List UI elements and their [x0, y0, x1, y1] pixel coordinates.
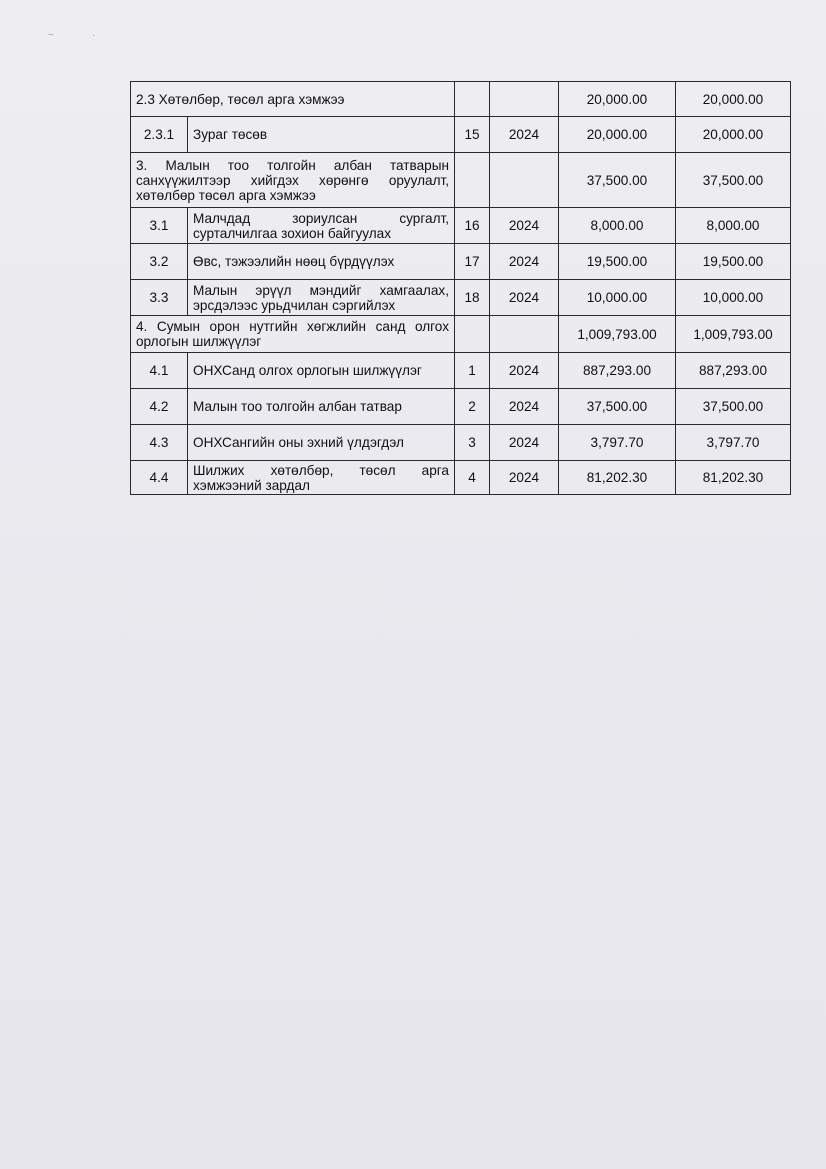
row-year: 2024	[490, 389, 559, 425]
row-description: Малчдад зориулсан сургалт, сурталчилгаа зохион байгуулах	[188, 208, 455, 244]
row-code: 4.4	[131, 461, 188, 495]
row-code: 4.1	[131, 353, 188, 389]
scan-speck: ~	[48, 30, 54, 41]
row-amount-1: 20,000.00	[559, 82, 676, 117]
row-description: Малын эрүүл мэндийг хамгаалах, эрсдэлээс урьдчилан сэргийлэх	[188, 280, 455, 316]
row-description: ОНХСанд олгох орлогын шилжүүлэг	[188, 353, 455, 389]
table-row	[131, 208, 791, 244]
row-number	[455, 82, 490, 117]
row-amount-1: 1,009,793.00	[559, 316, 676, 353]
row-amount-2: 19,500.00	[676, 244, 791, 280]
row-amount-2: 81,202.30	[676, 461, 791, 495]
row-amount-1: 19,500.00	[559, 244, 676, 280]
row-number: 18	[455, 280, 490, 316]
budget-table	[130, 81, 791, 495]
row-amount-2: 887,293.00	[676, 353, 791, 389]
row-year: 2024	[490, 353, 559, 389]
group-title: 4. Сумын орон нутгийн хөгжлийн санд олгох орлогын шилжүүлэг	[131, 316, 455, 353]
row-amount-1: 37,500.00	[559, 389, 676, 425]
row-code: 3.3	[131, 280, 188, 316]
row-description: Зураг төсөв	[188, 117, 455, 153]
row-year: 2024	[490, 461, 559, 495]
table-row-group	[131, 316, 791, 353]
row-amount-2: 37,500.00	[676, 389, 791, 425]
row-number: 17	[455, 244, 490, 280]
row-year	[490, 153, 559, 208]
row-code: 3.1	[131, 208, 188, 244]
row-number	[455, 153, 490, 208]
row-description: Малын тоо толгойн албан татвар	[188, 389, 455, 425]
row-number: 16	[455, 208, 490, 244]
row-amount-1: 8,000.00	[559, 208, 676, 244]
row-amount-2: 20,000.00	[676, 82, 791, 117]
group-title: 2.3 Хөтөлбөр, төсөл арга хэмжээ	[131, 82, 455, 117]
row-amount-2: 37,500.00	[676, 153, 791, 208]
row-amount-1: 37,500.00	[559, 153, 676, 208]
row-year: 2024	[490, 425, 559, 461]
row-code: 2.3.1	[131, 117, 188, 153]
row-number	[455, 316, 490, 353]
table-row-group	[131, 82, 791, 117]
row-amount-2: 20,000.00	[676, 117, 791, 153]
row-amount-2: 10,000.00	[676, 280, 791, 316]
row-number: 15	[455, 117, 490, 153]
row-amount-2: 1,009,793.00	[676, 316, 791, 353]
table-row	[131, 244, 791, 280]
row-year: 2024	[490, 280, 559, 316]
row-code: 4.3	[131, 425, 188, 461]
group-title: 3. Малын тоо толгойн албан татварын санхүүжилтээр хийгдэх хөрөнгө оруулалт, хөтөлбөр төсөл арга хэмжээ	[131, 153, 455, 208]
row-amount-1: 3,797.70	[559, 425, 676, 461]
row-number: 1	[455, 353, 490, 389]
row-year	[490, 316, 559, 353]
row-description: ОНХСангийн оны эхний үлдэгдэл	[188, 425, 455, 461]
table-row-group	[131, 153, 791, 208]
row-number: 4	[455, 461, 490, 495]
row-amount-1: 10,000.00	[559, 280, 676, 316]
row-amount-2: 3,797.70	[676, 425, 791, 461]
row-year: 2024	[490, 208, 559, 244]
row-amount-2: 8,000.00	[676, 208, 791, 244]
row-amount-1: 20,000.00	[559, 117, 676, 153]
row-number: 3	[455, 425, 490, 461]
scan-speck: ·	[92, 30, 96, 41]
table-row	[131, 117, 791, 153]
table-row	[131, 461, 791, 495]
table-row	[131, 280, 791, 316]
row-number: 2	[455, 389, 490, 425]
row-description: Өвс, тэжээлийн нөөц бүрдүүлэх	[188, 244, 455, 280]
row-year	[490, 82, 559, 117]
table-row	[131, 425, 791, 461]
row-amount-1: 887,293.00	[559, 353, 676, 389]
row-year: 2024	[490, 244, 559, 280]
row-code: 3.2	[131, 244, 188, 280]
row-year: 2024	[490, 117, 559, 153]
table-row	[131, 353, 791, 389]
row-amount-1: 81,202.30	[559, 461, 676, 495]
row-code: 4.2	[131, 389, 188, 425]
table-row	[131, 389, 791, 425]
row-description: Шилжих хөтөлбөр, төсөл арга хэмжээний зардал	[188, 461, 455, 495]
